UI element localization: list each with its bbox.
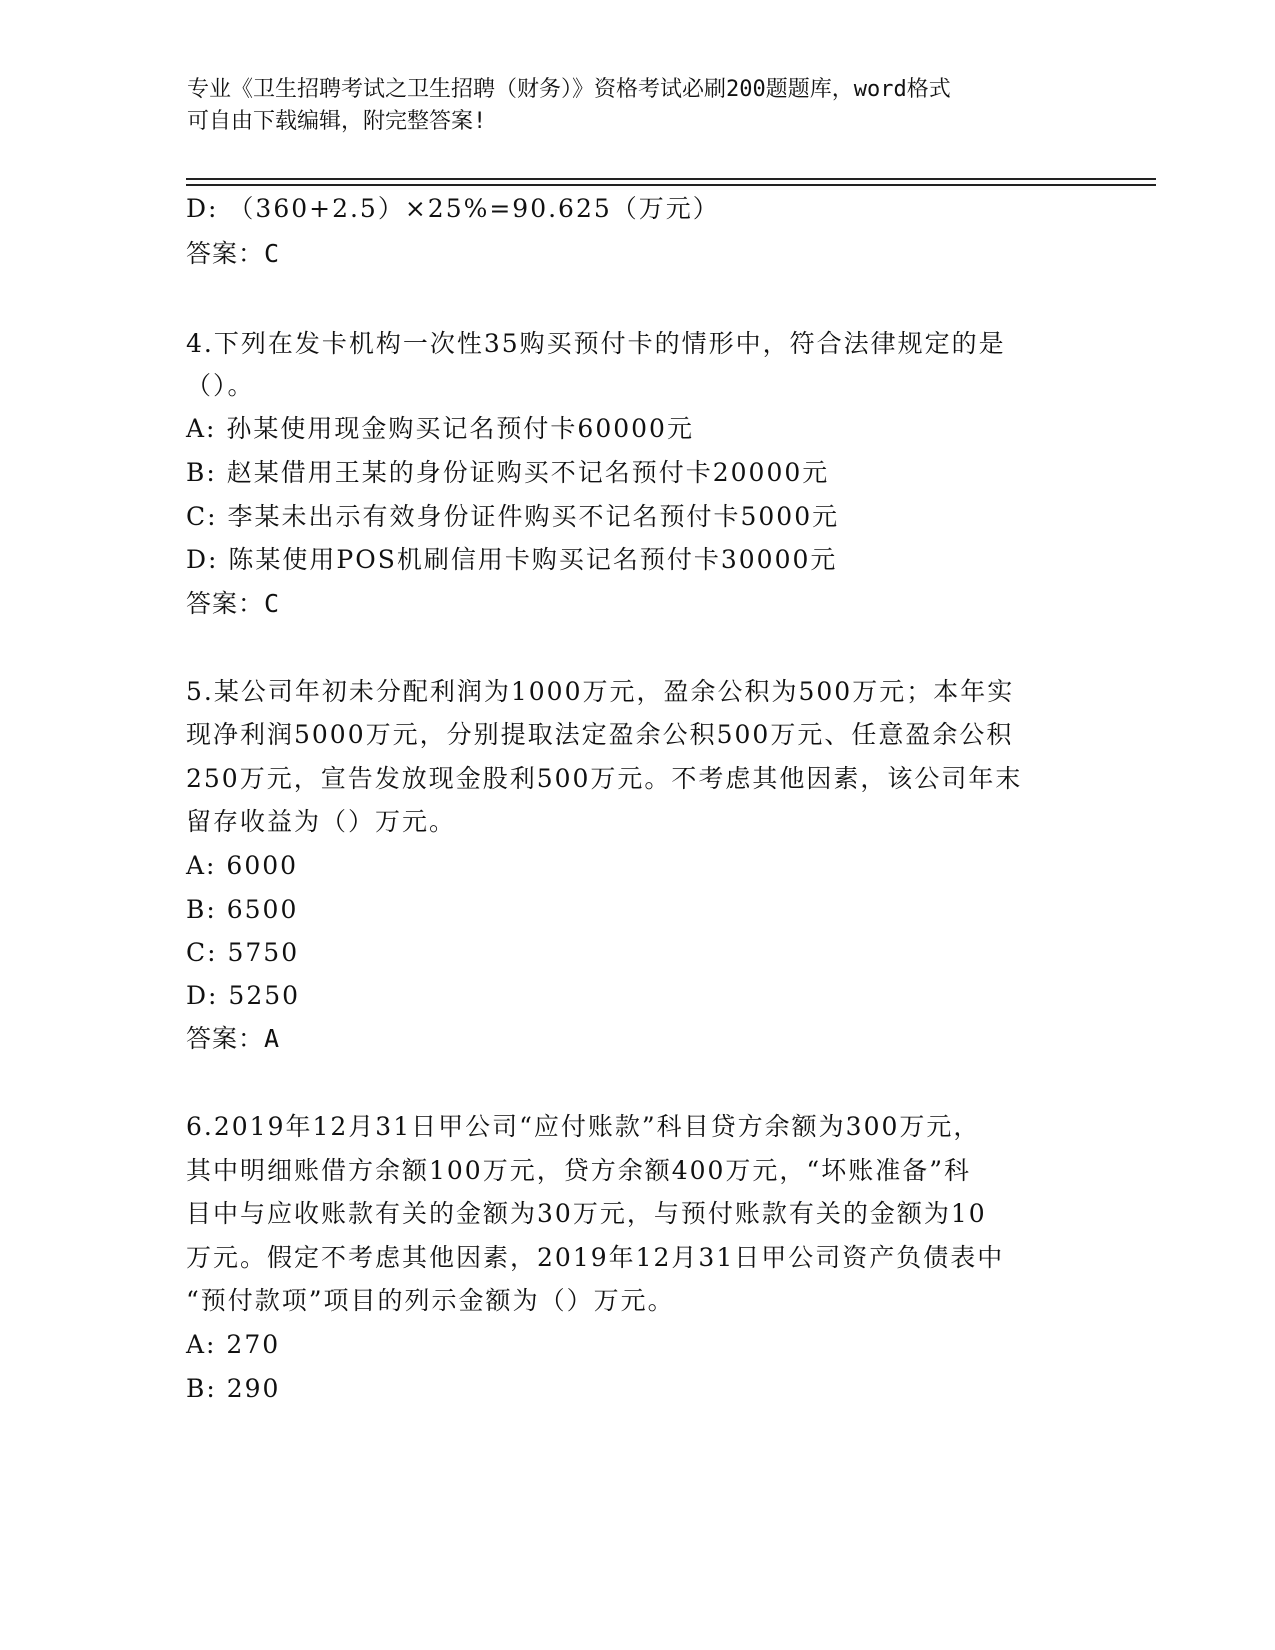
- document-header: [187, 74, 1087, 138]
- q6-stem-line3: 目中与应收账款有关的金额为30万元，与预付账款有关的金额为10: [186, 1199, 987, 1228]
- q5-stem-line4: 留存收益为（）万元。: [186, 807, 457, 836]
- q5-option-b: B: 6500: [186, 895, 299, 924]
- header-divider-top: [186, 178, 1156, 180]
- q5-stem-line3: 250万元，宣告发放现金股利500万元。不考虑其他因素，该公司年末: [186, 764, 1023, 793]
- q5-option-d: D: 5250: [186, 981, 301, 1010]
- q4-option-d: D: 陈某使用POS机刷信用卡购买记名预付卡30000元: [186, 545, 838, 574]
- q4-stem-line1: 4.下列在发卡机构一次性35购买预付卡的情形中，符合法律规定的是: [186, 329, 1006, 358]
- q4-option-b: B: 赵某借用王某的身份证购买不记名预付卡20000元: [186, 458, 830, 487]
- q6-option-b: B: 290: [186, 1374, 281, 1403]
- q5-stem-line2: 现净利润5000万元，分别提取法定盈余公积500万元、任意盈余公积: [186, 720, 1014, 749]
- q5-option-a: A: 6000: [186, 851, 299, 880]
- q5-option-c: C: 5750: [186, 938, 300, 967]
- prev-question-option-d: D: （360+2.5）×25%=90.625（万元）: [186, 194, 720, 223]
- q5-stem-line1: 5.某公司年初未分配利润为1000万元，盈余公积为500万元；本年实: [186, 677, 1015, 706]
- q6-stem-line5: “预付款项”项目的列示金额为（）万元。: [186, 1286, 675, 1315]
- header-title-line1: 专业《卫生招聘考试之卫生招聘（财务）》资格考试必刷200题题库，word格式: [187, 77, 951, 102]
- header-divider-bottom: [186, 184, 1156, 186]
- prev-question-answer: 答案：C: [186, 239, 281, 268]
- header-title-line2: 可自由下载编辑，附完整答案!: [187, 109, 487, 134]
- q6-stem-line1: 6.2019年12月31日甲公司“应付账款”科目贷方余额为300万元，: [186, 1112, 981, 1141]
- q4-option-c: C: 李某未出示有效身份证件购买不记名预付卡5000元: [186, 502, 840, 531]
- q5-answer: 答案：A: [186, 1024, 281, 1053]
- q6-option-a: A: 270: [186, 1330, 281, 1359]
- q6-stem-line4: 万元。假定不考虑其他因素，2019年12月31日甲公司资产负债表中: [186, 1243, 1005, 1272]
- q4-stem-line2: （）。: [186, 371, 255, 400]
- q4-answer: 答案：C: [186, 589, 281, 618]
- q4-option-a: A: 孙某使用现金购买记名预付卡60000元: [186, 414, 694, 443]
- q6-stem-line2: 其中明细账借方余额100万元，贷方余额400万元，“坏账准备”科: [186, 1156, 971, 1185]
